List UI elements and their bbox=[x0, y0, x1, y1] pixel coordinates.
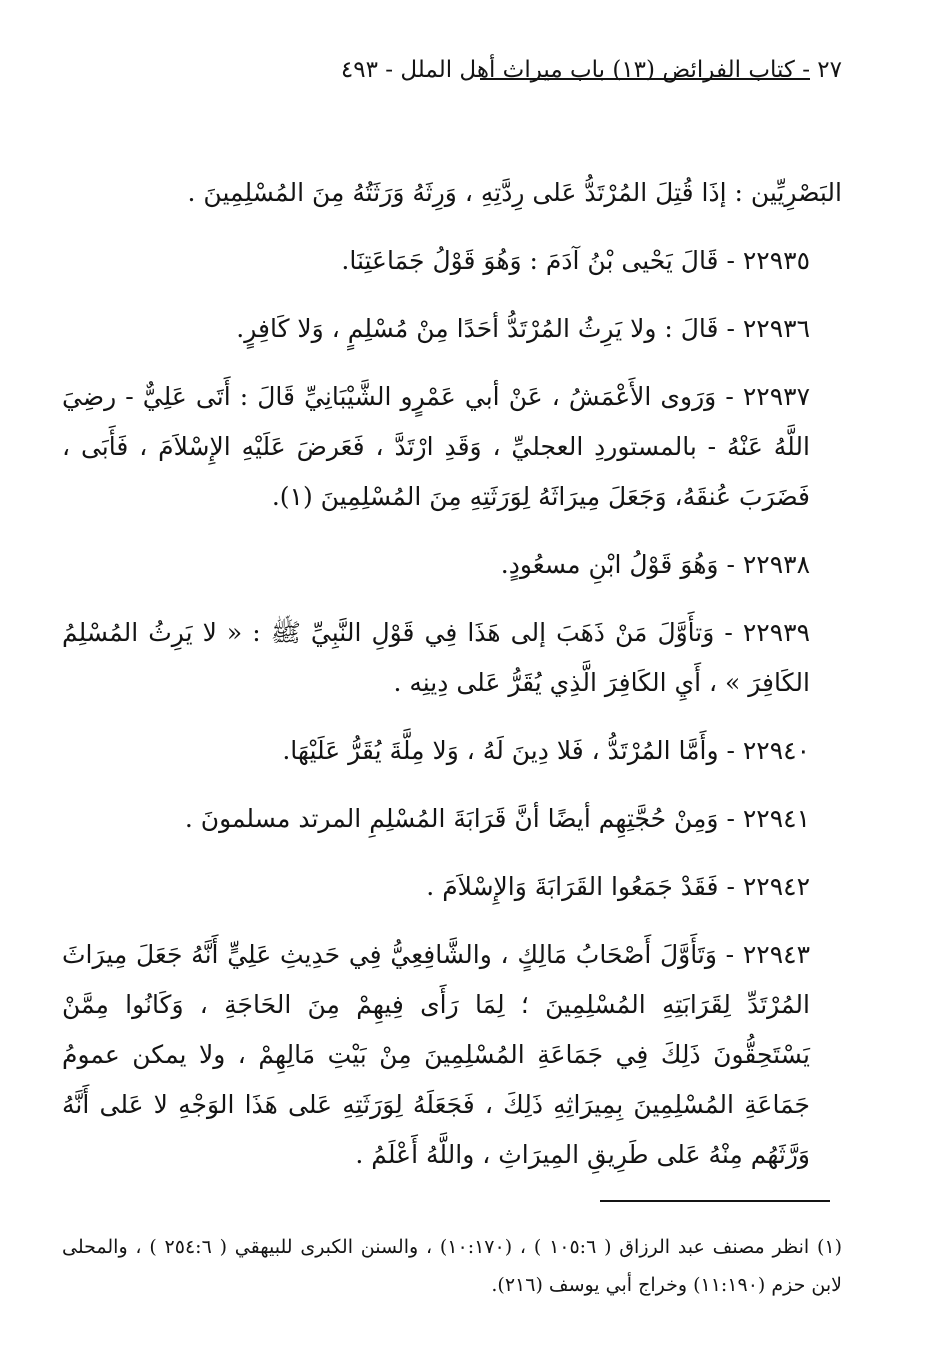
paragraph: ٢٢٩٣٥ - قَالَ يَحْيى بْنُ آدَمَ : وَهُوَ قَوْلُ جَمَاعَتِنَا. bbox=[341, 246, 810, 275]
header-rule bbox=[480, 78, 810, 80]
footnote-rule bbox=[600, 1200, 830, 1202]
footnotes bbox=[62, 1228, 842, 1304]
paragraph: ٢٢٩٣٩ - وَتأَوَّلَ مَنْ ذَهَبَ إلى هَذَا فِي قَوْلِ النَّبِيِّ ﷺ : « لا يَرِثُ المُسْلِمُ الكَافِرَ » ، أَيِ الكَافِرَ الَّذِي يُقَرُّ عَلى دِينِه . bbox=[62, 618, 810, 697]
paragraph: ٢٢٩٤٣ - وَتَأَوَّلَ أَصْحَابُ مَالِكٍ ، والشَّافِعِيُّ فِي حَدِيثِ عَلِيٍّ أَنَّهُ جَعَلَ مِيرَاثَ المُرْتَدِّ لِقَرَابَتِهِ المُسْلِمِينَ ؛ لِمَا رَأَى فِيهِمْ مِنَ الحَاجَةِ ، وَكَانُوا مِمَّنْ يَسْتَحِقُّونَ ذَلِكَ فِي جَمَاعَةِ المُسْلِمِينَ مِنْ بَيْتِ مَالِهِمْ ، ولا يمكن عمومُ جَمَاعَةِ المُسْلِمِينَ بِمِيرَاثِهِ ذَلِكَ ، فَجَعَلَهُ لِوَرَثَتِهِ عَلى هَذَا الوَجْهِ لا عَلى أَنَّهُ وَرَّثَهُم مِنْهُ عَلى طَرِيقِ المِيرَاثِ ، واللَّهُ أَعْلَمُ . bbox=[62, 940, 810, 1169]
footnote: (١) انظر مصنف عبد الرزاق ( ١٠٥:٦ ) ، (١٠:١٧٠) ، والسنن الكبرى للبيهقي ( ٢٥٤:٦ ) ، والمحلى لابن حزم (١١:١٩٠) وخراج أبي يوسف (٢١٦). bbox=[62, 1236, 842, 1296]
paragraph: ٢٢٩٣٧ - وَرَوى الأَعْمَشُ ، عَنْ أبي عَمْرٍو الشَّيْبَانِيِّ قَالَ : أَتَى عَلِيٌّ - رضِيَ اللَّهُ عَنْهُ - بالمستوردِ العجليِّ ، وَقَدِ ارْتَدَّ ، فَعَرضَ عَلَيْهِ الإِسْلاَمَ ، فَأَبَى ، فَضَرَبَ عُنقَهُ، وَجَعَلَ مِيرَاثَهُ لِوَرَثَتِهِ مِنَ المُسْلِمِينَ (١). bbox=[62, 382, 810, 511]
header-title: ٢٧ - كتاب الفرائض (١٣) باب ميراث أهل الملل - ٤٩٣ bbox=[340, 57, 842, 84]
main-text bbox=[62, 168, 842, 1198]
paragraph: ٢٢٩٣٨ - وَهُوَ قَوْلُ ابْنِ مسعُودٍ. bbox=[500, 550, 810, 579]
paragraph: ٢٢٩٤٢ - فَقَدْ جَمَعُوا القَرَابَةَ وَالإِسْلاَمَ . bbox=[426, 872, 810, 901]
paragraph: ٢٢٩٤١ - وَمِنْ حُجَّتِهِم أيضًا أنَّ قَرَابَةَ المُسْلِمِ المرتد مسلمونَ . bbox=[184, 804, 810, 833]
paragraph: ٢٢٩٤٠ - وأَمَّا المُرْتَدُّ ، فَلا دِينَ لَهُ ، وَلا مِلَّةَ يُقَرُّ عَلَيْهَا. bbox=[282, 736, 810, 765]
running-header bbox=[60, 52, 842, 92]
paragraph: البَصْرِيِّين : إذَا قُتِلَ المُرْتَدُّ عَلى رِدَّتِهِ ، وَرِثَهُ وَرَثَتُهُ مِنَ المُسْلِمِينَ . bbox=[187, 178, 842, 207]
paragraph: ٢٢٩٣٦ - قَالَ : ولا يَرِثُ المُرْتَدُّ أحَدًا مِنْ مُسْلِمٍ ، وَلا كَافِرٍ. bbox=[236, 314, 810, 343]
